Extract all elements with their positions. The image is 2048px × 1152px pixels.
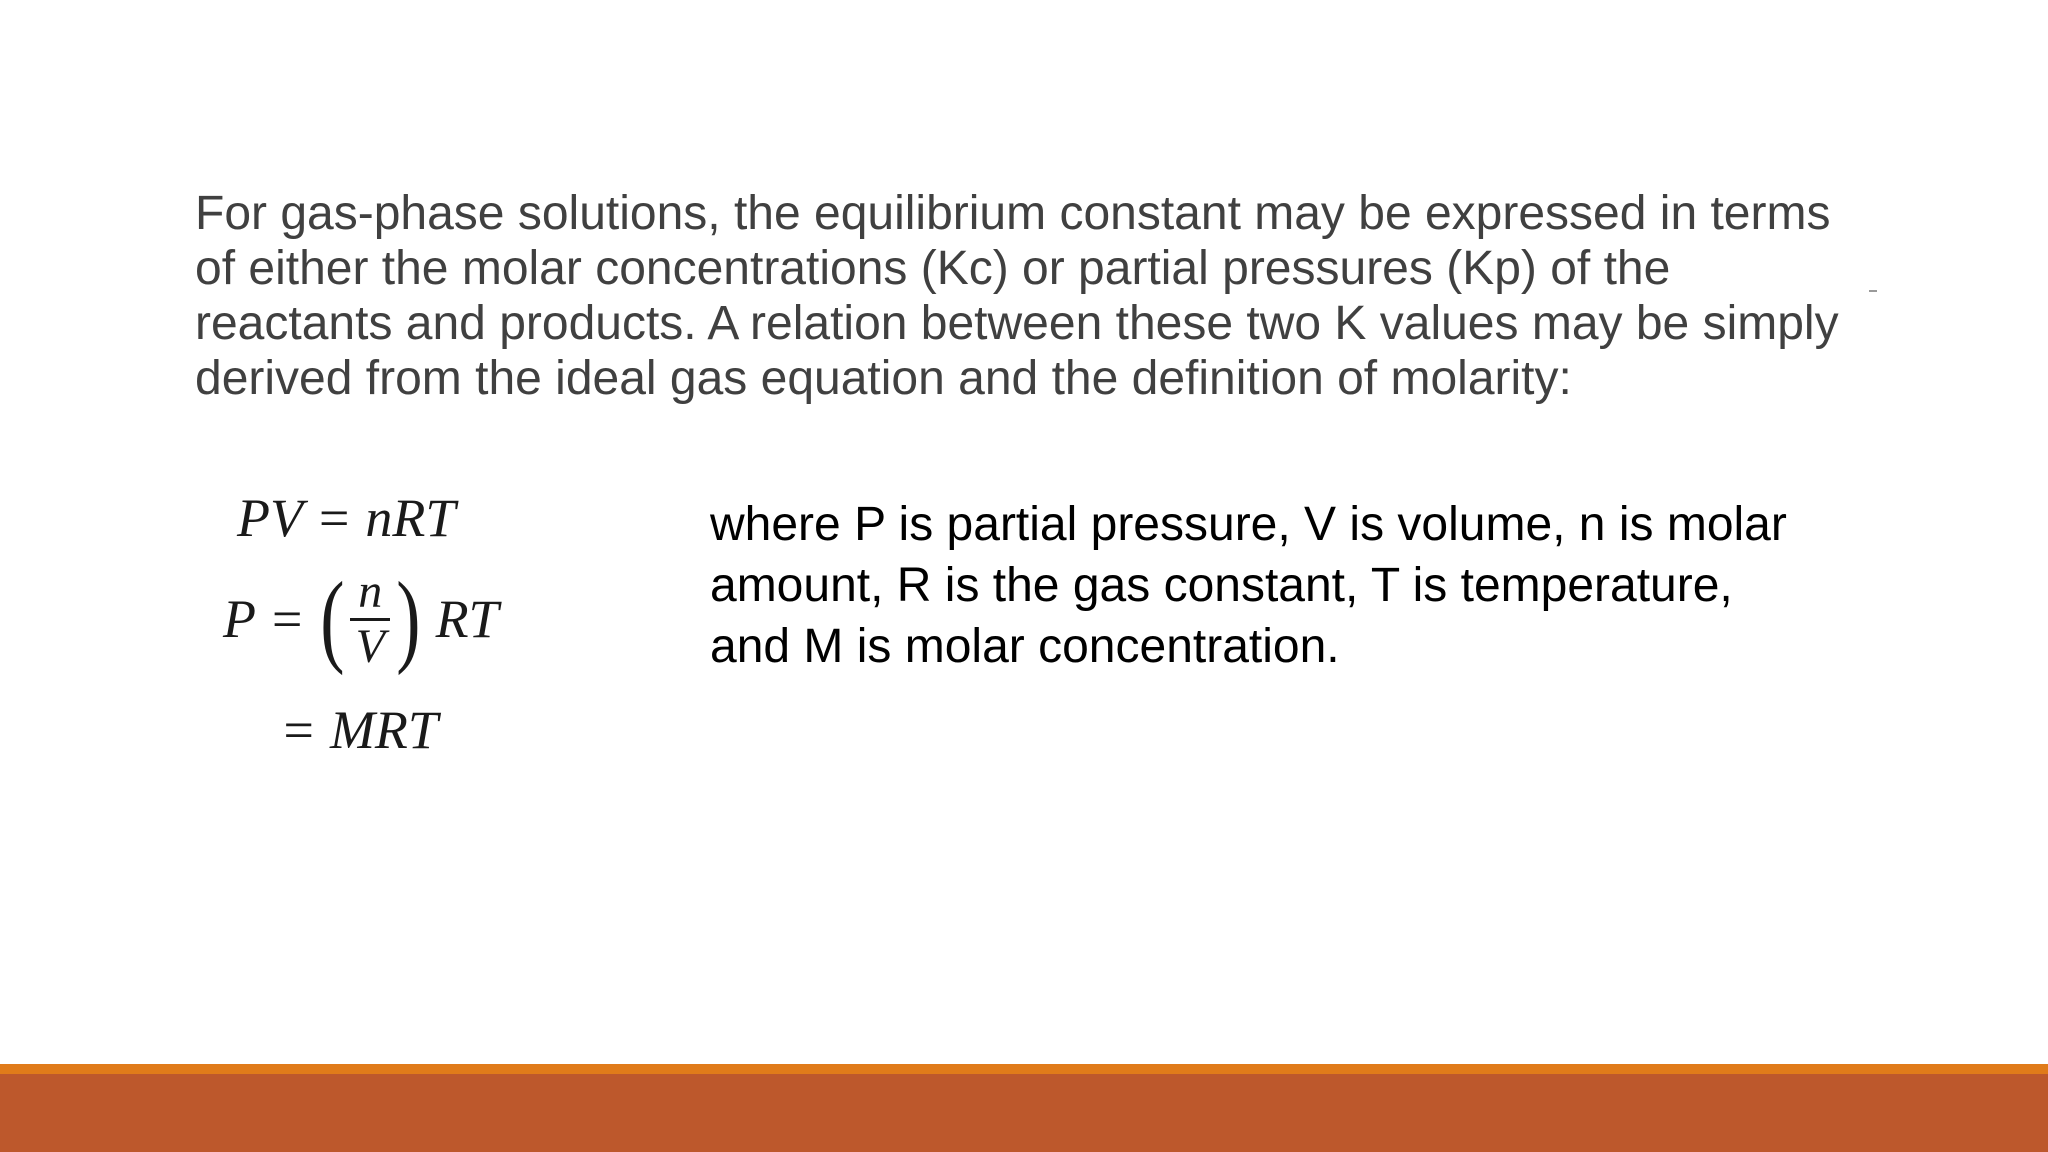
n-over-v-fraction — [348, 566, 393, 673]
ideal-gas-equation: PV = nRT — [237, 488, 456, 548]
body-paragraph: For gas-phase solutions, the equilibrium constant may be expressed in terms of either the molar concentrations (Kc) or partial pressures (Kp) of the reactants and products. A relation between these two K values may be simply derived from the ideal gas equation and the definition of molarity: — [195, 187, 1839, 405]
right-parenthesis: ) — [396, 561, 421, 676]
decorative-tick — [1869, 290, 1877, 292]
fraction-numerator: n — [350, 566, 390, 621]
pressure-equation — [223, 561, 499, 676]
fraction-denominator: V — [355, 619, 385, 673]
left-parenthesis: ( — [320, 561, 345, 676]
pressure-equation-lhs: P = — [223, 589, 305, 649]
equation-block — [215, 478, 575, 778]
definitions-paragraph: where P is partial pressure, V is volume, n is molar amount, R is the gas constant, T is temperature, and M is molar concentration. — [710, 498, 1787, 673]
pressure-equation-rhs: RT — [435, 589, 499, 649]
footer-accent-bar — [0, 1074, 2048, 1152]
footer-accent-bar-thin — [0, 1064, 2048, 1074]
molarity-equation: = MRT — [280, 700, 438, 760]
